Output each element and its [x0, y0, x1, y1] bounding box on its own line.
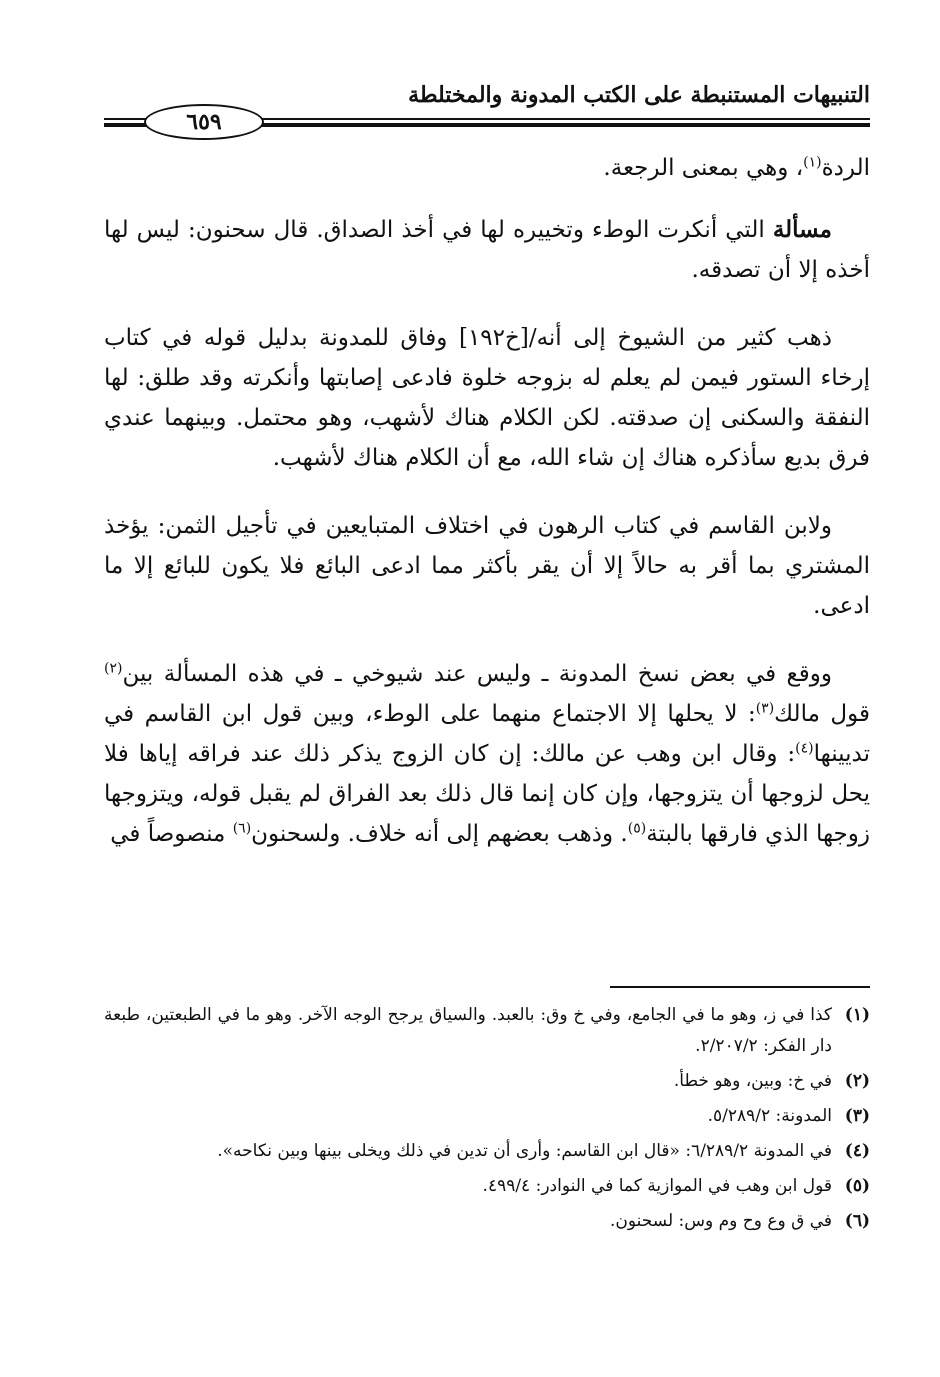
footnote-ref-1: (١)	[803, 154, 822, 171]
paragraph-1-text: الردة	[821, 155, 870, 181]
paragraph-2-text: التي أنكرت الوطء وتخييره لها في أخذ الصداق. قال سحنون: ليس لها أخذه إلا أن تصدقه.	[104, 217, 870, 283]
paragraph-3: ذهب كثير من الشيوخ إلى أنه/[خ١٩٢] وفاق للمدونة بدليل قوله في كتاب إرخاء الستور فيمن لم يعلم له بزوجه خلوة فادعى إصابتها وأنكرته وقد طلق: لها النفقة والسكنى إن صدقته. لكن الكلام هناك لأشهب، وهو محتمل. وبينهما عندي فرق بديع سأذكره هناك إن شاء الله، مع أن الكلام هناك لأشهب.	[104, 325, 870, 471]
footnote-ref-5: (٥)	[627, 820, 647, 837]
footnote-number: (٣)	[844, 1106, 870, 1126]
running-title: التنبيهات المستنبطة على الكتب المدونة والمختلطة	[408, 82, 870, 108]
footnote-number: (٢)	[844, 1071, 870, 1091]
footnote-ref-2: (٢)	[104, 660, 123, 677]
footnote-number: (٦)	[844, 1211, 870, 1231]
footnote-number: (٥)	[844, 1176, 870, 1196]
masala-lead: مسألة	[772, 216, 832, 243]
footnote-number: (١)	[844, 1005, 870, 1025]
page-number: ٦٥٩	[186, 109, 222, 135]
footnote-2	[104, 1066, 870, 1097]
page-header	[104, 82, 870, 134]
paragraph-5-seg-5: . وذهب بعضهم إلى أنه خلاف. ولسحنون	[251, 821, 628, 847]
paragraph-5-seg-2: قول مالك	[774, 701, 870, 727]
footnote-number: (٤)	[844, 1141, 870, 1161]
page-number-badge	[144, 104, 264, 140]
footnote-5	[104, 1171, 870, 1202]
footnote-text: كذا في ز، وهو ما في الجامع، وفي خ وق: بالعبد. والسياق يرجح الوجه الآخر. وهو ما في الطبعتين، طبعة دار الفكر: ٢/٢٠٧/٢.	[104, 1005, 832, 1056]
footnote-ref-4: (٤)	[795, 740, 814, 757]
paragraph-5-seg-6: منصوصاً في	[110, 821, 233, 847]
paragraph-2	[104, 210, 870, 290]
footnote-1	[104, 1000, 870, 1062]
paragraph-5-seg-3: : لا يحلها إلا الاجتماع منهما على الوطء، وبين قول ابن القاسم في تديينها	[104, 701, 870, 767]
footnote-text: قول ابن وهب في الموازية كما في النوادر: ٤٩٩/٤.	[482, 1176, 832, 1196]
footnote-separator	[610, 986, 870, 988]
footnote-ref-6: (٦)	[232, 820, 252, 837]
paragraph-5-seg-4: : وقال ابن وهب عن مالك: إن كان الزوج يذكر ذلك عند فراقه إياها فلا يحل لزوجها أن يتزوجها، وإن كان إنما قال ذلك بعد الفراق لم يقبل قوله، ويتزوجها زوجها الذي فارقها بالبتة	[104, 741, 870, 847]
paragraph-5-seg-1: ووقع في بعض نسخ المدونة ـ وليس عند شيوخي ـ في هذه المسألة بين	[122, 661, 832, 687]
footnote-3	[104, 1101, 870, 1132]
footnote-text: المدونة: ٥/٢٨٩/٢.	[707, 1106, 832, 1126]
footnote-text: في المدونة ٦/٢٨٩/٢: «قال ابن القاسم: وأرى أن تدين في ذلك ويخلى بينها وبين نكاحه».	[217, 1141, 832, 1161]
footnote-ref-3: (٣)	[755, 700, 775, 717]
paragraph-1	[104, 148, 870, 188]
footnote-6	[104, 1206, 870, 1237]
main-text	[104, 148, 870, 876]
paragraph-4: ولابن القاسم في كتاب الرهون في اختلاف المتبايعين في تأجيل الثمن: يؤخذ المشتري بما أقر به حالاً إلا أن يقر بأكثر مما ادعى البائع فلا يكون للبائع إلا ما ادعى.	[104, 513, 870, 619]
footnote-text: في ق وع وح وم وس: لسحنون.	[610, 1211, 832, 1231]
paragraph-1-text-2: ، وهي بمعنى الرجعة.	[603, 155, 804, 181]
footnotes	[104, 1000, 870, 1241]
footnote-4	[104, 1136, 870, 1167]
paragraph-5	[104, 654, 870, 854]
footnote-text: في خ: وبين، وهو خطأ.	[673, 1071, 832, 1091]
